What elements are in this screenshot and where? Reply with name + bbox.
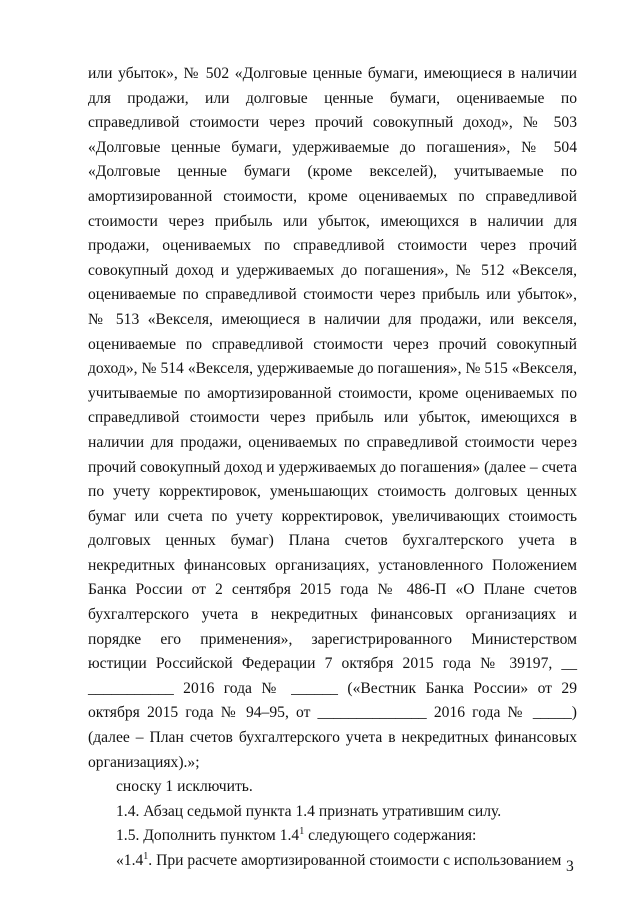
paragraph-item-1-4-text: 1.4. Абзац седьмой пункта 1.4 признать утратившим силу.	[116, 802, 502, 820]
paragraph-accounts-list: или убыток», № 502 «Долговые ценные бумаги, имеющиеся в наличии для продажи, или долговые ценные бумаги, оцениваемые по справедливой стоимости через прочий совокупный доход», № 503 «Долговые ценные бумаги, удерживаемые до погашения», № 504 «Долговые ценные бумаги (кроме векселей), учитываемые по амортизированной стоимости, кроме оцениваемых по справедливой стоимости через прибыль или убыток, имеющихся в наличии для продажи, оцениваемых по справедливой стоимости через прочий совокупный доход и удерживаемых до погашения», № 512 «Векселя, оцениваемые по справедливой стоимости через прибыль или убыток», № 513 «Векселя, имеющиеся в наличии для продажи, или векселя, оцениваемые по справедливой стоимости через прочий совокупный доход», № 514 «Векселя, удерживаемые до погашения», № 515 «Векселя, учитываемые по амортизированной стоимости, кроме оцениваемых по справедливой стоимости через прибыль или убыток, имеющихся в наличии для продажи, оцениваемых по справедливой стоимости через прочий совокупный доход и удерживаемых до погашения» (далее – счета по учету корректировок, уменьшающих стоимость долговых ценных бумаг или счета по учету корректировок, увеличивающих стоимость долговых ценных бумаг) Плана счетов бухгалтерского учета в некредитных финансовых организациях, установленного Положением Банка России от 2 сентября 2015 года № 486-П «О Плане счетов бухгалтерского учета в некредитных финансовых организациях и порядке его применения», зарегистрированного Министерством юстиции Российской Федерации 7 октября 2015 года № 39197, __ ___________ 2016 года № ______ («Вестник Банка России» от 29 октября 2015 года № 94–95, от ______________ 2016 года № _____) (далее – План счетов бухгалтерского учета в некредитных финансовых организациях).»;	[88, 65, 577, 771]
paragraph-item-1-5-superscript: 1	[299, 826, 305, 838]
document-body	[88, 62, 577, 874]
paragraph-item-1-5-text-a: 1.5. Дополнить пунктом 1.4	[116, 827, 300, 845]
paragraph-footnote-removal: сноску 1 исключить.	[116, 778, 253, 796]
page-number: 3	[566, 858, 574, 875]
paragraph-item-1-4-1-text-a: «1.4	[116, 852, 144, 869]
paragraph-item-1-4-1	[88, 849, 577, 874]
paragraph-item-1-4	[88, 800, 577, 825]
paragraph-item-1-4-1-superscript: 1	[143, 850, 149, 862]
paragraph-item-1-5-text-b: следующего содержания:	[304, 827, 477, 845]
paragraph-item-1-4-1-text-b: . При расчете амортизированной стоимости с использованием	[148, 852, 562, 869]
paragraph-item-1-5	[88, 824, 577, 849]
